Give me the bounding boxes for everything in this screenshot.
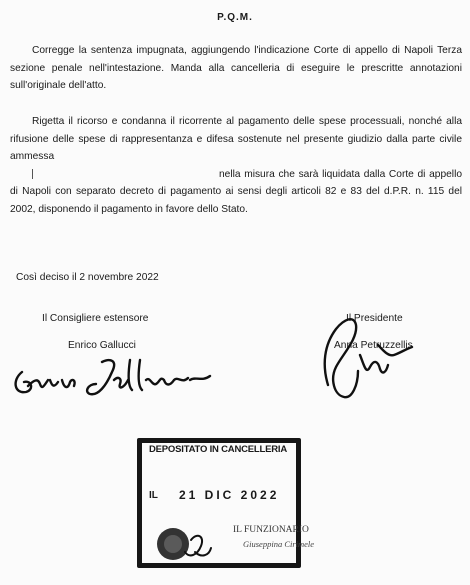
handwritten-signature-left bbox=[10, 350, 225, 405]
official-seal-icon bbox=[145, 518, 215, 568]
paragraph-ruling bbox=[10, 113, 462, 218]
signatory-left-name: Enrico Gallucci bbox=[68, 340, 136, 351]
redacted-name bbox=[32, 169, 211, 179]
stamp-title: DEPOSITATO IN CANCELLERIA bbox=[149, 444, 288, 455]
decision-date: Così deciso il 2 novembre 2022 bbox=[16, 272, 159, 283]
document-heading: P.Q.M. bbox=[217, 12, 253, 23]
stamp-official-name: Giuseppina Cirimele bbox=[243, 539, 315, 549]
handwritten-signature-right bbox=[308, 305, 418, 405]
paragraph-ruling-part1: Rigetta il ricorso e condanna il ricorrente al pagamento delle spese processuali, nonché alla rifusione delle spese di rappresentanza e difesa sostenute nel presente giudizio dalla parte civile ammessa bbox=[10, 116, 462, 162]
stamp-date: 21 DIC 2022 bbox=[179, 488, 280, 502]
redaction-line bbox=[10, 166, 462, 219]
stamp-official-role: IL FUNZIONARIO bbox=[233, 525, 309, 535]
paragraph-ruling-part2: nella misura che sarà liquidata dalla Corte di appello di Napoli con separato decreto di pagamento ai sensi degli articoli 82 e 83 del d.P.R. n. 115 del 2002, disponendo il pagamento in favore dello Stato. bbox=[10, 168, 462, 215]
paragraph-correction: Corregge la sentenza impugnata, aggiungendo l'indicazione Corte di appello di Napoli Terza sezione penale nell'intestazione. Manda alla cancelleria di eseguire le prescritte annotazioni sull'originale dell'atto. bbox=[10, 45, 462, 91]
filing-stamp bbox=[137, 438, 315, 568]
signatory-right-title: Il Presidente bbox=[346, 313, 403, 324]
signatory-left-title: Il Consigliere estensore bbox=[42, 313, 149, 324]
stamp-date-prefix: IL bbox=[149, 490, 158, 501]
signatory-right-name: Anna Petruzzellis bbox=[334, 340, 413, 351]
